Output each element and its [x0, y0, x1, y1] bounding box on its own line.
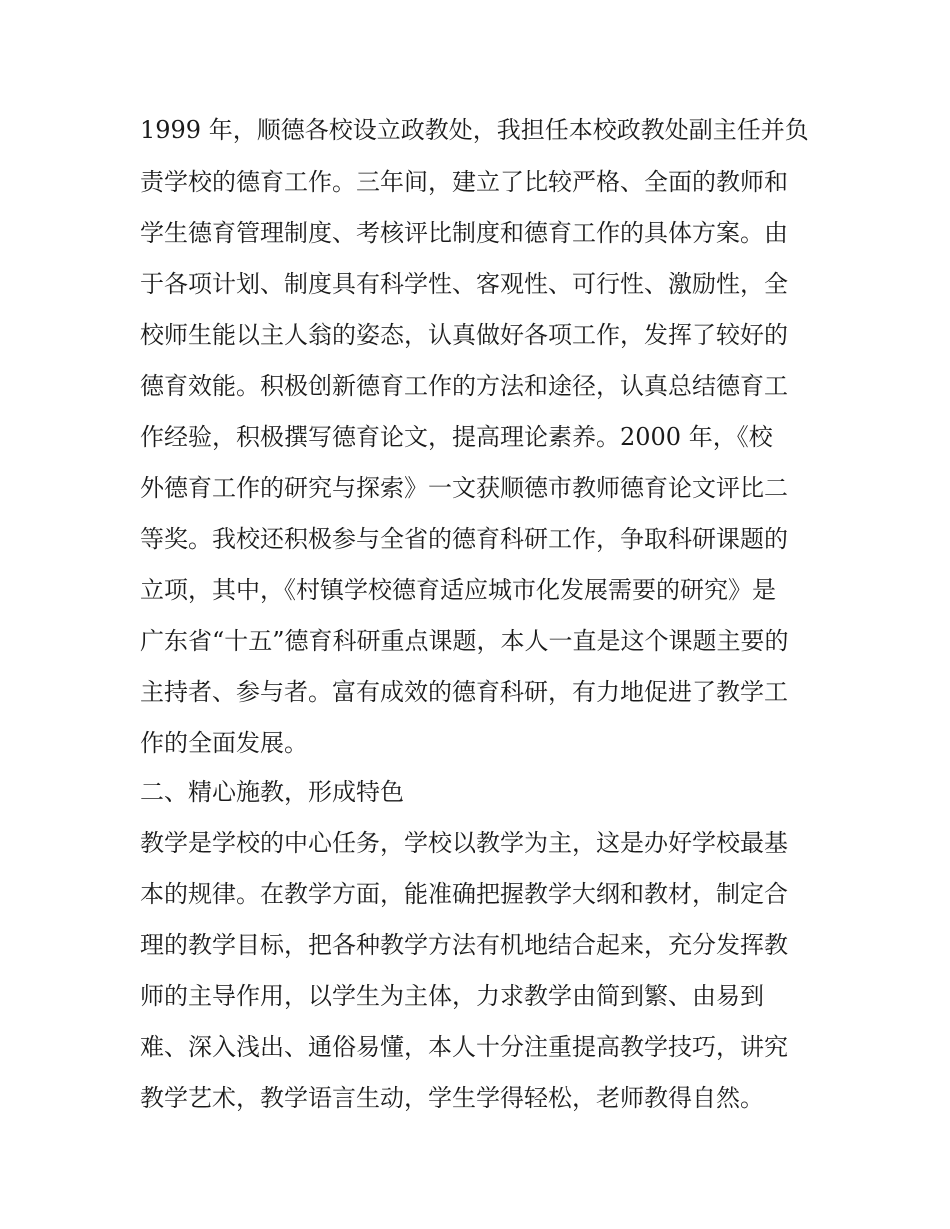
- text-line: 作经验，积极撰写德育论文，提高理论素养。2000 年，《校: [140, 423, 773, 451]
- text-line: 学生德育管理制度、考核评比制度和德育工作的具体方案。由: [140, 219, 788, 247]
- section-heading: 二、精心施教，形成特色: [140, 778, 404, 806]
- text-line: 责学校的德育工作。三年间，建立了比较严格、全面的教师和: [140, 168, 788, 196]
- text-line: 本的规律。在教学方面，能准确把握教学大纲和教材，制定合: [140, 880, 788, 908]
- text-line: 师的主导作用，以学生为主体，力求教学由简到繁、由易到: [140, 982, 764, 1010]
- text-line: 教学是学校的中心任务，学校以教学为主，这是办好学校最基: [140, 829, 788, 857]
- text-line: 理的教学目标，把各种教学方法有机地结合起来，充分发挥教: [140, 931, 788, 959]
- text-line: 广东省“十五”德育科研重点课题，本人一直是这个课题主要的: [140, 627, 789, 655]
- text-line: 难、深入浅出、通俗易懂，本人十分注重提高教学技巧，讲究: [140, 1033, 788, 1061]
- text-line: 等奖。我校还积极参与全省的德育科研工作，争取科研课题的: [140, 525, 788, 553]
- text-line: 德育效能。积极创新德育工作的方法和途径，认真总结德育工: [140, 372, 788, 400]
- text-line: 1999 年，顺德各校设立政教处，我担任本校政教处副主任并负: [140, 116, 809, 144]
- text-line: 主持者、参与者。富有成效的德育科研，有力地促进了教学工: [140, 678, 788, 706]
- text-line: 校师生能以主人翁的姿态，认真做好各项工作，发挥了较好的: [140, 321, 788, 349]
- text-line: 作的全面发展。: [140, 729, 308, 757]
- text-line: 外德育工作的研究与探索》一文获顺德市教师德育论文评比二: [140, 474, 788, 502]
- text-line: 教学艺术，教学语言生动，学生学得轻松，老师教得自然。: [140, 1084, 764, 1112]
- text-line: 于各项计划、制度具有科学性、客观性、可行性、激励性，全: [140, 270, 788, 298]
- text-line: 立项，其中，《村镇学校德育适应城市化发展需要的研究》是: [140, 576, 776, 604]
